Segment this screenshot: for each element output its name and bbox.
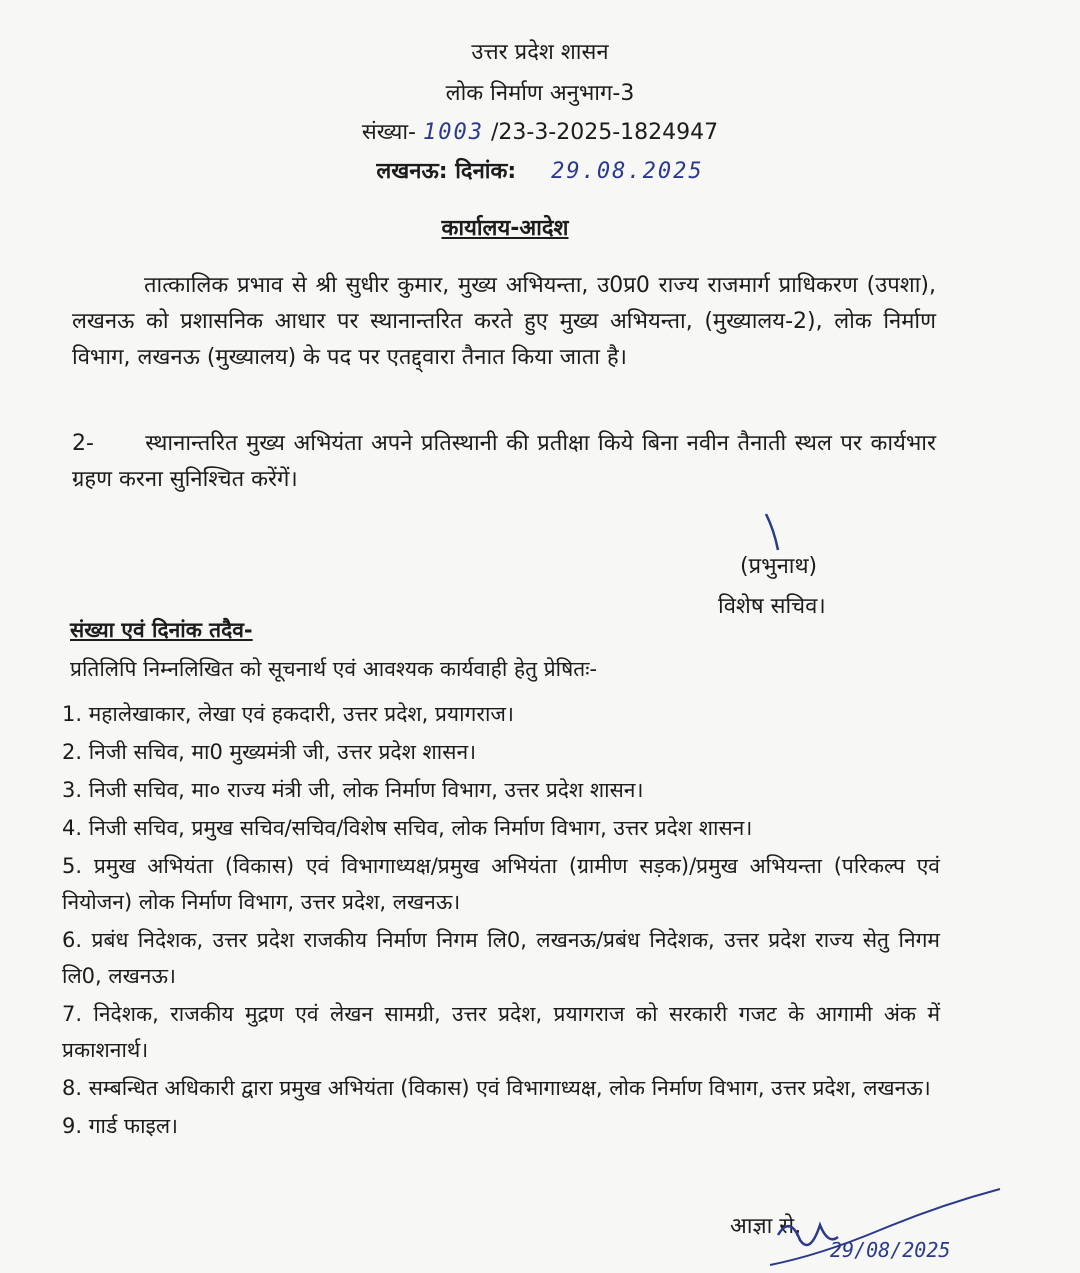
order-number xyxy=(0,116,1080,146)
order-by-label: आज्ञा से, xyxy=(730,1214,802,1239)
copy-intro: प्रतिलिपि निम्नलिखित को सूचनार्थ एवं आवश्यक कार्यवाही हेतु प्रेषितः- xyxy=(70,657,598,681)
copy-list xyxy=(62,696,940,1146)
paragraph-2-text: स्थानान्तरित मुख्य अभियंता अपने प्रतिस्थानी की प्रतीक्षा किये बिना नवीन तैनाती स्थल पर कार्यभार ग्रहण करना सुनिश्चित करेंगें। xyxy=(72,431,936,492)
government-heading: उत्तर प्रदेश शासन xyxy=(471,40,609,65)
reference-heading: संख्या एवं दिनांक तदैव- xyxy=(70,618,253,642)
signature-mark xyxy=(760,510,790,555)
list-item: 9. गार्ड फाइल। xyxy=(62,1114,179,1138)
number-rest: /23-3-2025-1824947 xyxy=(490,120,719,145)
handwritten-number: 1003 xyxy=(422,120,484,145)
order-paragraph-2 xyxy=(72,426,936,498)
list-item: 6. प्रबंध निदेशक, उत्तर प्रदेश राजकीय निर्माण निगम लि0, लखनऊ/प्रबंध निदेशक, उत्तर प्रदेश राज्य सेतु निगम लि0, लखनऊ। xyxy=(62,928,940,988)
list-item: 4. निजी सचिव, प्रमुख सचिव/सचिव/विशेष सचिव, लोक निर्माण विभाग, उत्तर प्रदेश शासन। xyxy=(62,816,753,840)
signature-date: 29/08/2025 xyxy=(830,1238,951,1262)
list-item: 7. निदेशक, राजकीय मुद्रण एवं लेखन सामग्री, उत्तर प्रदेश, प्रयागराज को सरकारी गजट के आगामी अंक में प्रकाशनार्थ। xyxy=(62,1002,940,1062)
list-item: 8. सम्बन्धित अधिकारी द्वारा प्रमुख अभियंता (विकास) एवं विभागाध्यक्ष, लोक निर्माण विभाग, उत्तर प्रदेश, लखनऊ। xyxy=(62,1076,931,1100)
list-item: 3. निजी सचिव, मा० राज्य मंत्री जी, लोक निर्माण विभाग, उत्तर प्रदेश शासन। xyxy=(62,778,644,802)
order-paragraph-1: तात्कालिक प्रभाव से श्री सुधीर कुमार, मुख्य अभियन्ता, उ0प्र0 राज्य राजमार्ग प्राधिकरण (उपशा), लखनऊ को प्रशासनिक आधार पर स्थानान्तरित करते हुए मुख्य अभियन्ता, (मुख्यालय-2), लोक निर्माण विभाग, लखनऊ (मुख्यालय) के पद पर एतद्द्वारा तैनात किया जाता है। xyxy=(72,273,936,370)
paragraph-2-number: 2- xyxy=(72,431,94,456)
signatory-designation: विशेष सचिव। xyxy=(718,594,826,619)
handwritten-signature xyxy=(760,1185,1010,1273)
number-label: संख्या- xyxy=(361,120,416,145)
list-item: 5. प्रमुख अभियंता (विकास) एवं विभागाध्यक्ष/प्रमुख अभियंता (ग्रामीण सड़क)/प्रमुख अभियन्ता (परिकल्प एवं नियोजन) लोक निर्माण विभाग, उत्तर प्रदेश, लखनऊ। xyxy=(62,854,940,914)
document-title: कार्यालय-आदेश xyxy=(441,216,569,241)
section-heading: लोक निर्माण अनुभाग-3 xyxy=(445,81,635,106)
signatory-name: (प्रभुनाथ) xyxy=(740,554,818,579)
handwritten-date: 29.08.2025 xyxy=(551,159,704,184)
list-item: 1. महालेखाकार, लेखा एवं हकदारी, उत्तर प्रदेश, प्रयागराज। xyxy=(62,702,514,726)
date-label: लखनऊ: दिनांक: xyxy=(376,159,517,184)
list-item: 2. निजी सचिव, मा0 मुख्यमंत्री जी, उत्तर प्रदेश शासन। xyxy=(62,740,477,764)
order-date xyxy=(0,155,1080,185)
